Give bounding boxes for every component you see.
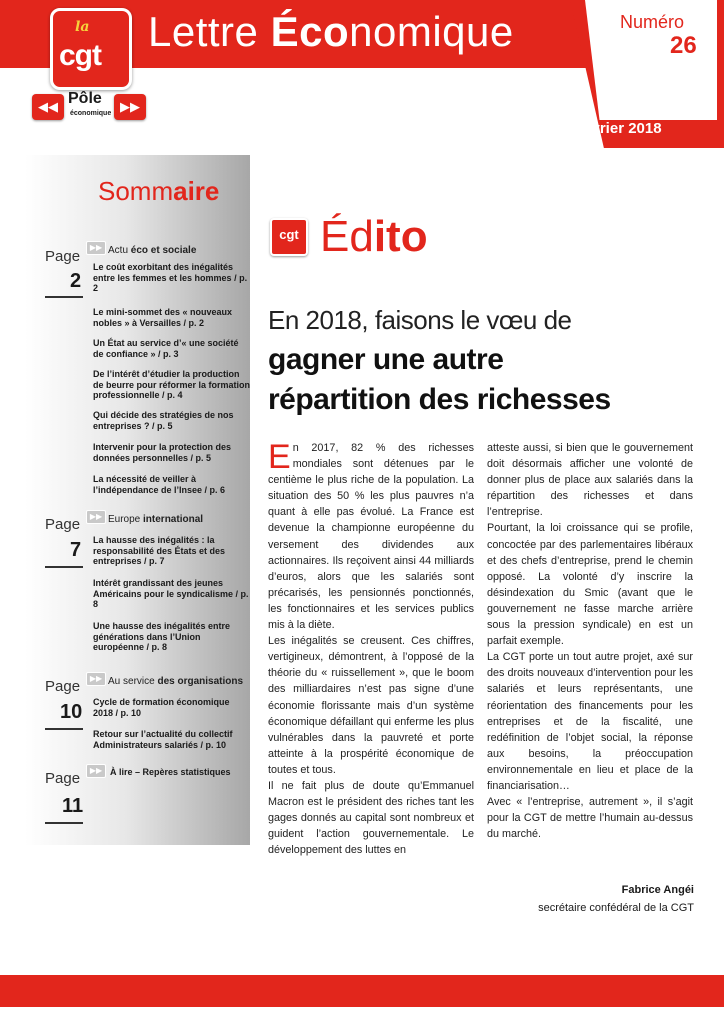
toc-item[interactable]: Une hausse des inégalités entre générations dans l’Union européenne / p. 8 — [93, 621, 231, 652]
pole-title: Pôle — [68, 90, 102, 107]
toc-item[interactable]: Un État au service d’« une société de confiance » / p. 3 — [93, 338, 239, 359]
section-arrow-icon: ▶▶ — [86, 241, 106, 255]
pole-subtitle: économique — [70, 110, 112, 117]
page-divider — [45, 296, 83, 298]
toc-item[interactable]: Cycle de formation économique 2018 / p. 10 — [93, 697, 230, 718]
page-label: Page — [45, 516, 81, 533]
toc-item[interactable]: Qui décide des stratégies de nos entreprises ? / p. 5 — [93, 410, 234, 431]
article-column-1 — [268, 440, 474, 858]
section-title-service: Au service des organisations — [108, 676, 244, 687]
logo-cgt-text: cgt — [59, 39, 101, 72]
toc-item[interactable]: À lire – Repères statistiques — [110, 767, 231, 777]
toc-item[interactable]: La nécessité de veiller à l’indépendance de l’Insee / p. 6 — [93, 474, 226, 495]
issue-label: Numéro — [620, 12, 685, 32]
page-number: 7 — [70, 539, 82, 561]
article-paragraph: En 2017, 82 % des richesses mondiales sont détenues par le centième le plus riche de la population. La situation des 50 % les plus pauvres n’a quant à elle pas évolué. La France est devenue la championne européenne du versement des dividendes aux actionnaires. Ils reçoivent ainsi 44 milliards d’euros, alors que les salariés sont précarisés, les pensionnés ponctionnés, les fonctionnaires et les services publics mis à la diète. — [268, 438, 474, 632]
article-column-2 — [487, 440, 693, 842]
rewind-icon: ◀◀ — [32, 94, 64, 120]
page-divider — [45, 566, 83, 568]
issue-number: 26 — [670, 32, 697, 59]
page-label: Page — [45, 248, 81, 265]
sommaire-title: Sommaire — [98, 176, 220, 206]
toc-item[interactable]: De l’intérêt d’étudier la production de beurre pour réformer la formation professionnelle / p. 4 — [93, 369, 251, 400]
article-paragraph: atteste aussi, si bien que le gouvernement doit désormais afficher une volonté de donner plus de place aux salariés dans la répartition des richesses et dans l’entreprise. — [487, 442, 693, 519]
toc-item[interactable]: Intérêt grandissant des jeunes Américains pour le syndicalisme / p. 8 — [93, 578, 249, 609]
article-paragraph: Les inégalités se creusent. Ces chiffres, vertigineux, démontrent, à l’opposé de la théorie du « ruissellement », que le boom des milliardaires n’est pas signe d’une économie florissante mais d’un système économique défaillant qui enferme les plus vulnérables dans la pauvreté et porte atteinte à la prospérité économique de toutes et tous. — [268, 635, 474, 776]
page-divider — [45, 822, 83, 824]
page-number: 10 — [60, 701, 83, 723]
drop-cap: E — [268, 438, 291, 476]
toc-item[interactable]: Intervenir pour la protection des données personnelles / p. 5 — [93, 442, 232, 463]
page-label: Page — [45, 770, 81, 787]
section-arrow-icon: ▶▶ — [86, 510, 106, 524]
page-number: 11 — [62, 795, 84, 817]
page-divider — [45, 728, 83, 730]
article-paragraph: Pourtant, la loi croissance qui se profile, concoctée par des parlementaires libéraux et des chefs d’entreprise, prend le chemin opposé. La volonté d’y inscrire la désindexation du Smic (avant que le gouvernement ne fasse marche arrière sous la pression syndicale) en est un parfait exemple. — [487, 522, 693, 648]
toc-item[interactable]: La hausse des inégalités : la responsabilité des États et des entreprises / p. 7 — [93, 535, 226, 566]
signature-role: secrétaire confédéral de la CGT — [538, 902, 694, 914]
article-paragraph: Avec « l’entreprise, autrement », il s’agit pour la CGT de mettre l’humain au-dessus du marché. — [487, 796, 693, 841]
page-label: Page — [45, 678, 81, 695]
article-paragraph: La CGT porte un tout autre projet, axé sur des droits nouveaux d’intervention pour les salariés et leurs représentants, une réorientation des financements pour les entreprises et de la fiscalité, une redéfinition de l’objet social, la réponse aux besoins, la préoccupation environnementale en lieu et place de la financiarisation… — [487, 651, 693, 792]
issue-date: Février 2018 — [574, 120, 662, 137]
article-paragraph: Il ne fait plus de doute qu’Emmanuel Macron est le président des riches tant les gages donnés au capital sont nombreux et guident l’action gouvernementale. Le développement des luttes en — [268, 779, 474, 857]
section-arrow-icon: ▶▶ — [86, 672, 106, 686]
publication-title: Lettre Économique — [148, 8, 514, 55]
fast-forward-icon: ▶▶ — [114, 94, 146, 120]
edito-title: Édito — [320, 212, 428, 261]
headline-line-1: En 2018, faisons le vœu de — [268, 305, 572, 335]
footer-band — [0, 975, 724, 1007]
cgt-small-logo: cgt — [270, 218, 308, 256]
cgt-logo — [50, 8, 132, 90]
toc-item[interactable]: Le coût exorbitant des inégalités entre les femmes et les hommes / p. 2 — [93, 262, 248, 293]
headline-line-2: gagner une autre — [268, 343, 504, 376]
headline-line-3: répartition des richesses — [268, 383, 611, 416]
section-arrow-icon: ▶▶ — [86, 764, 106, 778]
logo-la-text: la — [75, 19, 90, 35]
page-number: 2 — [70, 270, 82, 292]
toc-item[interactable]: Retour sur l’actualité du collectif Administrateurs salariés / p. 10 — [93, 729, 233, 750]
section-title-actu: Actu éco et sociale — [108, 245, 197, 256]
toc-item[interactable]: Le mini-sommet des « nouveaux nobles » à Versailles / p. 2 — [93, 307, 233, 328]
section-title-europe: Europe international — [108, 514, 204, 525]
signature-name: Fabrice Angéi — [621, 884, 694, 896]
